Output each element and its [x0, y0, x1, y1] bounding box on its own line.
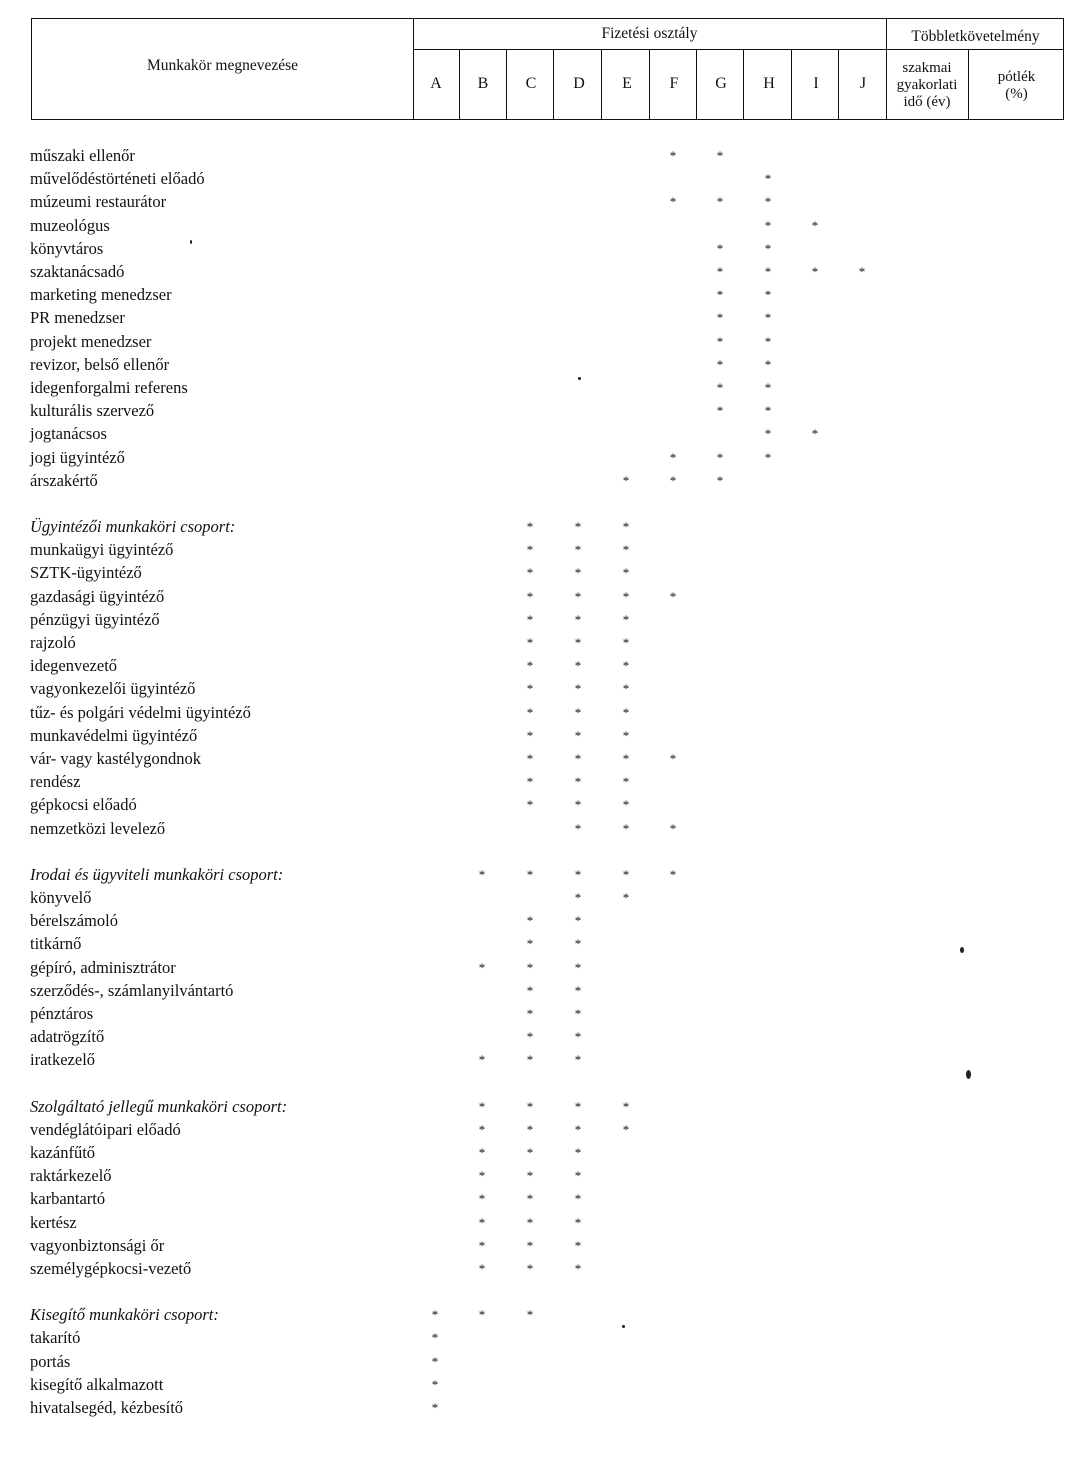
table-row [0, 771, 1080, 794]
mark-h: * [764, 217, 772, 233]
job-label: könyvtáros [30, 238, 104, 258]
job-label: portás [30, 1351, 71, 1371]
mark-d: * [574, 774, 582, 790]
mark-f: * [669, 194, 677, 210]
table-row [0, 818, 1080, 841]
table-row [0, 1374, 1080, 1397]
table-row [0, 145, 1080, 168]
table-row [0, 586, 1080, 609]
mark-d: * [574, 1191, 582, 1207]
table-row [0, 609, 1080, 632]
job-label: muzeológus [30, 215, 110, 235]
group-row [0, 1304, 1080, 1327]
mark-c: * [526, 1237, 534, 1253]
mark-g: * [716, 403, 724, 419]
table-row [0, 377, 1080, 400]
mark-d: * [574, 1052, 582, 1068]
job-label: iratkezelő [30, 1050, 96, 1070]
mark-c: * [526, 866, 534, 882]
mark-c: * [526, 797, 534, 813]
table-row [0, 539, 1080, 562]
mark-g: * [716, 240, 724, 256]
table-row [0, 1165, 1080, 1188]
mark-d: * [574, 542, 582, 558]
table-row [0, 1351, 1080, 1374]
mark-g: * [716, 287, 724, 303]
mark-c: * [526, 681, 534, 697]
mark-c: * [526, 635, 534, 650]
table-row [0, 1003, 1080, 1026]
table-row [0, 562, 1080, 585]
table-row [0, 1049, 1080, 1072]
job-label: művelődéstörténeti előadó [30, 169, 205, 189]
mark-e: * [622, 797, 630, 813]
table-row [0, 794, 1080, 817]
table-row [0, 1188, 1080, 1211]
job-label: műszaki ellenőr [30, 146, 135, 165]
mark-e: * [622, 565, 630, 581]
table-row [0, 168, 1080, 191]
mark-d: * [574, 890, 582, 905]
job-label: karbantartó [30, 1189, 106, 1209]
mark-b: * [478, 1214, 486, 1230]
pay-class-letter-e: E [622, 75, 632, 92]
table-row [0, 933, 1080, 956]
job-label: pénzügyi ügyintéző [30, 609, 160, 629]
job-label: SZTK-ügyintéző [30, 563, 142, 583]
mark-g: * [716, 333, 724, 349]
table-row [0, 400, 1080, 423]
extra-requirement-header: Többletkövetelmény [911, 28, 1040, 45]
table-row [0, 1119, 1080, 1142]
mark-d: * [574, 1029, 582, 1045]
mark-a: * [431, 1330, 439, 1346]
mark-c: * [526, 1098, 534, 1114]
mark-d: * [574, 588, 582, 604]
mark-c: * [526, 774, 534, 790]
mark-h: * [764, 380, 772, 395]
pay-class-letter-b: B [477, 75, 489, 92]
mark-i: * [811, 217, 819, 233]
mark-d: * [574, 751, 582, 766]
job-label: gépíró, adminisztrátor [30, 957, 176, 977]
mark-h: * [764, 426, 772, 442]
table-row [0, 1327, 1080, 1350]
mark-f: * [669, 148, 677, 163]
mark-d: * [574, 913, 582, 929]
group-label: Ügyintézői munkaköri csoport: [30, 517, 236, 536]
mark-d: * [574, 959, 582, 975]
mark-e: * [622, 820, 630, 836]
mark-c: * [526, 1261, 534, 1276]
mark-g: * [716, 380, 724, 395]
mark-d: * [574, 611, 582, 627]
table-row [0, 354, 1080, 377]
mark-e: * [622, 704, 630, 720]
mark-e: * [622, 658, 630, 674]
mark-c: * [526, 1168, 534, 1184]
mark-d: * [574, 1121, 582, 1137]
group-label: Szolgáltató jellegű munkaköri csoport: [30, 1096, 288, 1116]
mark-b: * [478, 1052, 486, 1068]
job-label: titkárnő [30, 934, 82, 954]
job-label: projekt menedzser [30, 331, 152, 351]
job-label: idegenvezető [30, 656, 118, 676]
job-label: vagyonbiztonsági őr [30, 1235, 165, 1255]
table-row [0, 423, 1080, 446]
mark-c: * [526, 1006, 534, 1021]
mark-b: * [478, 1307, 486, 1323]
mark-c: * [526, 1121, 534, 1137]
mark-b: * [478, 959, 486, 975]
mark-a: * [431, 1307, 439, 1323]
job-label: múzeumi restaurátor [30, 192, 167, 212]
mark-e: * [622, 472, 630, 488]
job-label: rajzoló [30, 633, 76, 652]
table-row [0, 447, 1080, 470]
group-row [0, 1096, 1080, 1119]
mark-e: * [622, 774, 630, 790]
job-label: gépkocsi előadó [30, 795, 137, 815]
mark-c: * [526, 588, 534, 604]
mark-d: * [574, 1168, 582, 1184]
mark-h: * [764, 194, 772, 210]
job-label: idegenforgalmi referens [30, 378, 188, 397]
mark-d: * [574, 820, 582, 836]
scan-speck [960, 947, 964, 953]
table-row [0, 980, 1080, 1003]
pay-class-letter-c: C [525, 75, 537, 92]
mark-h: * [764, 333, 772, 349]
mark-c: * [526, 1191, 534, 1207]
mark-c: * [526, 1145, 534, 1160]
mark-b: * [478, 1168, 486, 1184]
job-label: pénztáros [30, 1004, 94, 1023]
pay-class-letter-h: H [763, 75, 775, 92]
mark-e: * [622, 727, 630, 743]
mark-i: * [811, 426, 819, 442]
table-row [0, 307, 1080, 330]
mark-c: * [526, 1307, 534, 1323]
scan-speck [190, 240, 192, 244]
mark-f: * [669, 866, 677, 882]
mark-h: * [764, 449, 772, 465]
mark-b: * [478, 866, 486, 882]
job-label: jogi ügyintéző [30, 447, 125, 467]
mark-f: * [669, 751, 677, 766]
job-label: vendéglátóipari előadó [30, 1119, 181, 1139]
table-row [0, 1142, 1080, 1165]
mark-a: * [431, 1400, 439, 1415]
mark-g: * [716, 310, 724, 326]
mark-c: * [526, 982, 534, 998]
job-label: nemzetközi levelező [30, 818, 166, 838]
table-row [0, 957, 1080, 980]
job-label: szerződés-, számlanyilvántartó [30, 980, 234, 1000]
job-label: revizor, belső ellenőr [30, 354, 170, 374]
mark-d: * [574, 727, 582, 743]
mark-e: * [622, 519, 630, 534]
table-row [0, 1235, 1080, 1258]
mark-d: * [574, 519, 582, 534]
mark-d: * [574, 1006, 582, 1021]
table-row [0, 1212, 1080, 1235]
mark-b: * [478, 1121, 486, 1137]
mark-d: * [574, 1098, 582, 1114]
mark-e: * [622, 588, 630, 604]
table-row [0, 678, 1080, 701]
pay-class-letter-f: F [669, 75, 679, 92]
job-label: gazdasági ügyintéző [30, 586, 165, 606]
job-label: kazánfűtő [30, 1143, 96, 1162]
mark-b: * [478, 1237, 486, 1253]
table-row [0, 1397, 1080, 1420]
mark-c: * [526, 1052, 534, 1068]
pay-class-letter-j: J [859, 75, 867, 92]
table-row [0, 331, 1080, 354]
mark-d: * [574, 1237, 582, 1253]
header-table [31, 18, 1064, 120]
group-label: Irodai és ügyviteli munkaköri csoport: [30, 864, 284, 884]
job-label: adatrögzítő [30, 1027, 105, 1047]
scan-speck [578, 377, 581, 380]
mark-c: * [526, 542, 534, 558]
mark-c: * [526, 727, 534, 743]
job-label: bérelszámoló [30, 911, 118, 931]
mark-c: * [526, 565, 534, 581]
group-label: Kisegítő munkaköri csoport: [30, 1305, 219, 1325]
job-label: könyvelő [30, 888, 92, 907]
job-label: személygépkocsi-vezető [30, 1259, 192, 1278]
mark-i: * [811, 264, 819, 279]
mark-c: * [526, 519, 534, 534]
scan-speck [622, 1325, 625, 1328]
mark-d: * [574, 982, 582, 998]
mark-c: * [526, 936, 534, 952]
table-row [0, 1026, 1080, 1049]
mark-e: * [622, 890, 630, 905]
job-label: árszakértő [30, 470, 98, 490]
table-row [0, 284, 1080, 307]
mark-h: * [764, 310, 772, 326]
pay-class-letter-a: A [430, 75, 442, 92]
mark-e: * [622, 542, 630, 558]
mark-g: * [716, 148, 724, 163]
job-title-header: Munkakör megnevezése [146, 57, 299, 74]
table-row [0, 910, 1080, 933]
mark-j: * [858, 264, 866, 279]
table-row [0, 748, 1080, 771]
job-label: raktárkezelő [30, 1166, 112, 1186]
mark-h: * [764, 403, 772, 419]
mark-f: * [669, 472, 677, 488]
table-row [0, 238, 1080, 261]
pay-class-letter-d: D [573, 75, 585, 92]
mark-d: * [574, 797, 582, 813]
mark-e: * [622, 681, 630, 697]
mark-c: * [526, 1214, 534, 1230]
table-row [0, 261, 1080, 284]
mark-g: * [716, 264, 724, 279]
mark-c: * [526, 959, 534, 975]
mark-h: * [764, 171, 772, 187]
mark-c: * [526, 1029, 534, 1045]
mark-h: * [764, 356, 772, 372]
mark-g: * [716, 449, 724, 465]
mark-e: * [622, 635, 630, 650]
pay-class-letter-g: G [715, 75, 727, 92]
job-label: munkaügyi ügyintéző [30, 540, 174, 560]
mark-c: * [526, 751, 534, 766]
mark-d: * [574, 565, 582, 581]
job-label: kulturális szervező [30, 401, 155, 421]
job-label: kertész [30, 1212, 77, 1232]
table-row [0, 702, 1080, 725]
mark-f: * [669, 449, 677, 465]
job-label: jogtanácsos [30, 424, 107, 444]
table-row [0, 887, 1080, 910]
table-row [0, 725, 1080, 748]
group-row [0, 864, 1080, 887]
table-row [0, 470, 1080, 493]
mark-g: * [716, 194, 724, 210]
pay-class-header: Fizetési osztály [601, 25, 698, 42]
job-label: marketing menedzser [30, 285, 172, 305]
mark-a: * [431, 1376, 439, 1392]
job-label: rendész [30, 772, 81, 792]
experience-header: szakmai gyakorlati idő (év) [896, 60, 958, 110]
mark-b: * [478, 1261, 486, 1276]
mark-b: * [478, 1098, 486, 1114]
job-label: vagyonkezelői ügyintéző [30, 679, 196, 699]
table-row [0, 215, 1080, 238]
mark-h: * [764, 264, 772, 279]
mark-e: * [622, 866, 630, 882]
mark-g: * [716, 356, 724, 372]
mark-b: * [478, 1145, 486, 1160]
mark-b: * [478, 1191, 486, 1207]
table-row [0, 191, 1080, 214]
mark-d: * [574, 1261, 582, 1276]
mark-h: * [764, 240, 772, 256]
job-label: munkavédelmi ügyintéző [30, 725, 198, 745]
mark-d: * [574, 704, 582, 720]
mark-d: * [574, 635, 582, 650]
job-label: vár- vagy kastélygondnok [30, 749, 202, 768]
mark-d: * [574, 1145, 582, 1160]
mark-e: * [622, 1121, 630, 1137]
mark-c: * [526, 658, 534, 674]
mark-a: * [431, 1353, 439, 1369]
mark-e: * [622, 1098, 630, 1114]
mark-h: * [764, 287, 772, 303]
mark-d: * [574, 681, 582, 697]
mark-f: * [669, 820, 677, 836]
mark-e: * [622, 751, 630, 766]
pay-class-letter-i: I [813, 75, 819, 92]
mark-d: * [574, 1214, 582, 1230]
table-row [0, 1258, 1080, 1281]
job-label: tűz- és polgári védelmi ügyintéző [30, 702, 251, 722]
mark-c: * [526, 611, 534, 627]
mark-d: * [574, 658, 582, 674]
mark-f: * [669, 588, 677, 604]
mark-c: * [526, 913, 534, 929]
job-label: kisegítő alkalmazott [30, 1374, 164, 1394]
table-row [0, 655, 1080, 678]
mark-g: * [716, 472, 724, 488]
scan-speck [966, 1070, 971, 1079]
mark-d: * [574, 936, 582, 952]
mark-c: * [526, 704, 534, 720]
table-row [0, 632, 1080, 655]
job-label: PR menedzser [30, 308, 125, 328]
mark-d: * [574, 866, 582, 882]
job-label: takarító [30, 1328, 81, 1348]
job-label: szaktanácsadó [30, 262, 125, 281]
group-row [0, 516, 1080, 539]
job-label: hivatalsegéd, kézbesítő [30, 1398, 184, 1417]
bonus-header: pótlék (%) [997, 69, 1036, 102]
mark-e: * [622, 611, 630, 627]
